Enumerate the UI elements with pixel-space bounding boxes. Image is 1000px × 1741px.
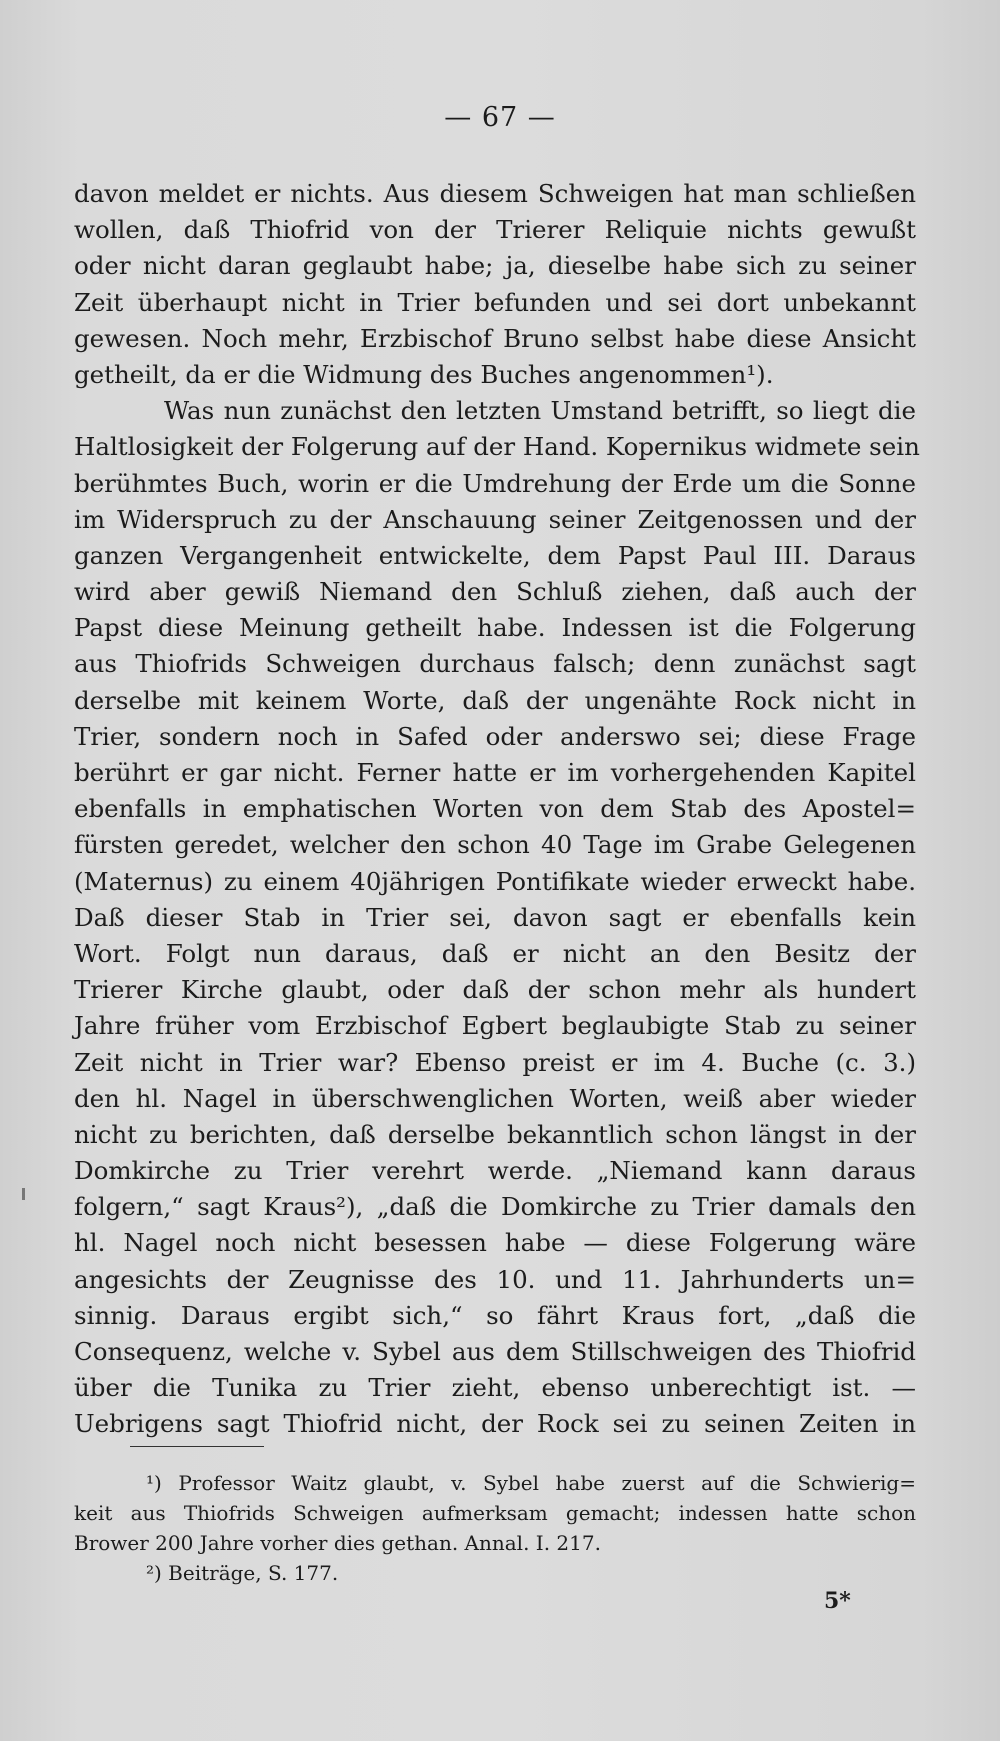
text-line: Uebrigens sagt Thiofrid nicht, der Rock sei zu seinen Zeiten in — [74, 1409, 916, 1439]
footnotes — [74, 1468, 916, 1588]
text-line: (Maternus) zu einem 40jährigen Pontifikate wieder erweckt habe. — [74, 866, 916, 896]
signature-mark: 5* — [824, 1588, 851, 1614]
text-line: im Widerspruch zu der Anschauung seiner Zeitgenossen und der — [74, 504, 916, 534]
text-line: Haltlosigkeit der Folgerung auf der Hand. Kopernikus widmete sein — [74, 432, 920, 462]
text-line: gewesen. Noch mehr, Erzbischof Bruno selbst habe diese Ansicht — [74, 323, 916, 353]
text-line: Was nun zunächst den letzten Umstand betrifft, so liegt die — [164, 396, 916, 426]
text-line: wollen, daß Thiofrid von der Trierer Reliquie nichts gewußt — [74, 215, 916, 245]
text-line: derselbe mit keinem Worte, daß der ungenähte Rock nicht in — [74, 685, 916, 715]
text-line: sinnig. Daraus ergibt sich,“ so fährt Kraus fort, „daß die — [74, 1300, 916, 1330]
page-number: — 67 — — [444, 102, 556, 133]
text-line: Papst diese Meinung getheilt habe. Indessen ist die Folgerung — [74, 613, 916, 643]
text-line: folgern,“ sagt Kraus²), „daß die Domkirche zu Trier damals den — [74, 1192, 916, 1222]
text-line: Wort. Folgt nun daraus, daß er nicht an den Besitz der — [74, 938, 916, 968]
text-line: Trierer Kirche glaubt, oder daß der schon mehr als hundert — [74, 975, 916, 1005]
text-line: berührt er gar nicht. Ferner hatte er im vorhergehenden Kapitel — [74, 758, 916, 787]
text-line: fürsten geredet, welcher den schon 40 Tage im Grabe Gelegenen — [74, 830, 916, 860]
text-line: über die Tunika zu Trier zieht, ebenso unberechtigt ist. — — [74, 1373, 916, 1403]
text-line: hl. Nagel noch nicht besessen habe — diese Folgerung wäre — [74, 1228, 916, 1258]
text-line: Zeit überhaupt nicht in Trier befunden und sei dort unbekannt — [74, 287, 916, 317]
text-line: Consequenz, welche v. Sybel aus dem Stillschweigen des Thiofrid — [74, 1337, 916, 1366]
text-line: berühmtes Buch, worin er die Umdrehung der Erde um die Sonne — [74, 468, 916, 498]
text-line: davon meldet er nichts. Aus diesem Schweigen hat man schließen — [74, 179, 916, 208]
footnote-line: Brower 200 Jahre vorher dies gethan. Annal. I. 217. — [74, 1531, 601, 1555]
text-line: nicht zu berichten, daß derselbe bekanntlich schon längst in der — [74, 1119, 916, 1149]
footnote-line: keit aus Thiofrids Schweigen aufmerksam gemacht; indessen hatte schon — [74, 1501, 916, 1525]
text-line: wird aber gewiß Niemand den Schluß ziehen, daß auch der — [74, 577, 916, 607]
text-line: ganzen Vergangenheit entwickelte, dem Papst Paul III. Daraus — [74, 540, 916, 570]
text-line: Domkirche zu Trier verehrt werde. „Niemand kann daraus — [74, 1156, 916, 1186]
text-line: getheilt, da er die Widmung des Buches angenommen¹). — [74, 359, 774, 389]
body-text — [74, 176, 920, 1443]
footnote-line: ²) Beiträge, S. 177. — [146, 1561, 339, 1585]
footnote-line: ¹) Professor Waitz glaubt, v. Sybel habe zuerst auf die Schwierig= — [146, 1471, 916, 1495]
text-line: Zeit nicht in Trier war? Ebenso preist er im 4. Buche (c. 3.) — [74, 1047, 916, 1077]
text-line: Trier, sondern noch in Safed oder anderswo sei; diese Frage — [74, 721, 916, 751]
text-line: Daß dieser Stab in Trier sei, davon sagt er ebenfalls kein — [74, 902, 916, 932]
footnote-divider — [130, 1446, 264, 1447]
text-line: aus Thiofrids Schweigen durchaus falsch; denn zunächst sagt — [74, 649, 916, 679]
text-line: angesichts der Zeugnisse des 10. und 11. Jahrhunderts un= — [74, 1264, 916, 1294]
text-line: oder nicht daran geglaubt habe; ja, dieselbe habe sich zu seiner — [74, 251, 916, 281]
margin-mark — [22, 1188, 25, 1200]
text-line: den hl. Nagel in überschwenglichen Worten, weiß aber wieder — [74, 1083, 916, 1113]
text-line: Jahre früher vom Erzbischof Egbert beglaubigte Stab zu seiner — [74, 1011, 916, 1041]
text-line: ebenfalls in emphatischen Worten von dem Stab des Apostel= — [74, 794, 916, 824]
